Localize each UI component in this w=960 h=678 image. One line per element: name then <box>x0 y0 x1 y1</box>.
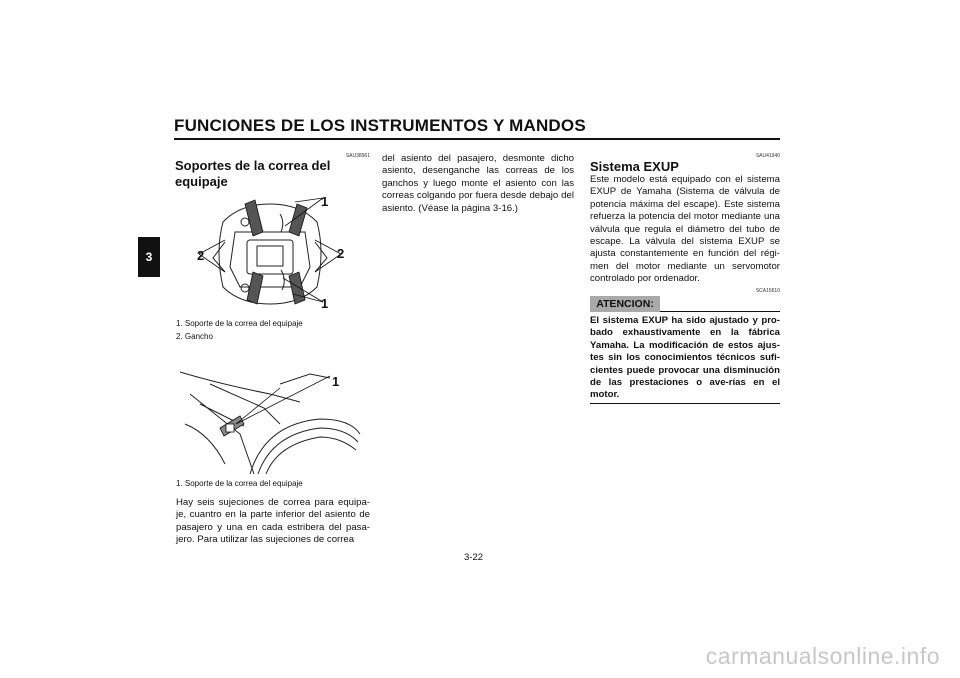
page-number: 3-22 <box>464 552 484 563</box>
section-heading-line2: equipaje <box>175 174 228 189</box>
exup-section-code: SAU41940 <box>755 153 780 159</box>
warning-label: ATENCION: <box>590 296 662 312</box>
callout-2-right: 2 <box>337 246 345 261</box>
warning-rule <box>660 311 780 312</box>
warning-code: SCA15610 <box>755 288 780 294</box>
watermark: carmanualsonline.info <box>705 643 940 669</box>
col2-paragraph: del asiento del pasajero, desmonte dicho asiento, desenganche las correas de los ganchos y luego monte el asiento con las correas colgando por fuera desde debajo del asiento. (Véase la página 3-16.) <box>382 153 574 214</box>
section-code: SAU38961 <box>345 153 370 159</box>
callout-1-footrest: 1 <box>332 374 340 389</box>
figure-footrest-strap-holder <box>180 364 360 474</box>
callout-1-top: 1 <box>321 194 329 209</box>
section-heading <box>175 158 330 190</box>
section-heading-line1: Soportes de la correa del <box>175 158 331 173</box>
callout-2-left: 2 <box>197 248 205 263</box>
figure1-caption-2: 2. Gancho <box>176 332 213 341</box>
callout-1-bottom: 1 <box>321 296 329 311</box>
warning-bottom-rule <box>590 403 780 404</box>
page-title: FUNCIONES DE LOS INSTRUMENTOS Y MANDOS <box>174 116 586 135</box>
figure1-caption-1: 1. Soporte de la correa del equipaje <box>176 319 303 328</box>
strap-holders-top-illustration <box>185 192 355 312</box>
exup-paragraph: Este modelo está equipado con el sistema EXUP de Yamaha (Sistema de válvula de potencia máxima del escape). Este sistema refuerza la potencia del motor mediante una válvula que regula el diámetro del tubo de escape. La válvula del sistema EXUP se ajusta constantemente en función del régi-men del motor mediante un servomotor controlado por ordenador. <box>590 174 780 285</box>
figure2-caption-1: 1. Soporte de la correa del equipaje <box>176 479 303 488</box>
header-rule <box>174 138 780 140</box>
exup-heading: Sistema EXUP <box>590 159 679 174</box>
col1-paragraph: Hay seis sujeciones de correa para equipa-je, cuantro en la parte inferior del asiento de pasajero y una en cada estribera del pasa-jero. Para utilizar las sujeciones de correa <box>176 497 370 546</box>
chapter-tab: 3 <box>138 237 160 277</box>
figure-strap-holders-top <box>185 192 355 312</box>
warning-text: El sistema EXUP ha sido ajustado y pro-bado exhaustivamente en la fábrica Yamaha. La modificación de estos ajus-tes sin los conocimientos técnicos sufi-cientes puede provocar una disminución de las prestaciones o ave-rías en el motor. <box>590 315 780 401</box>
